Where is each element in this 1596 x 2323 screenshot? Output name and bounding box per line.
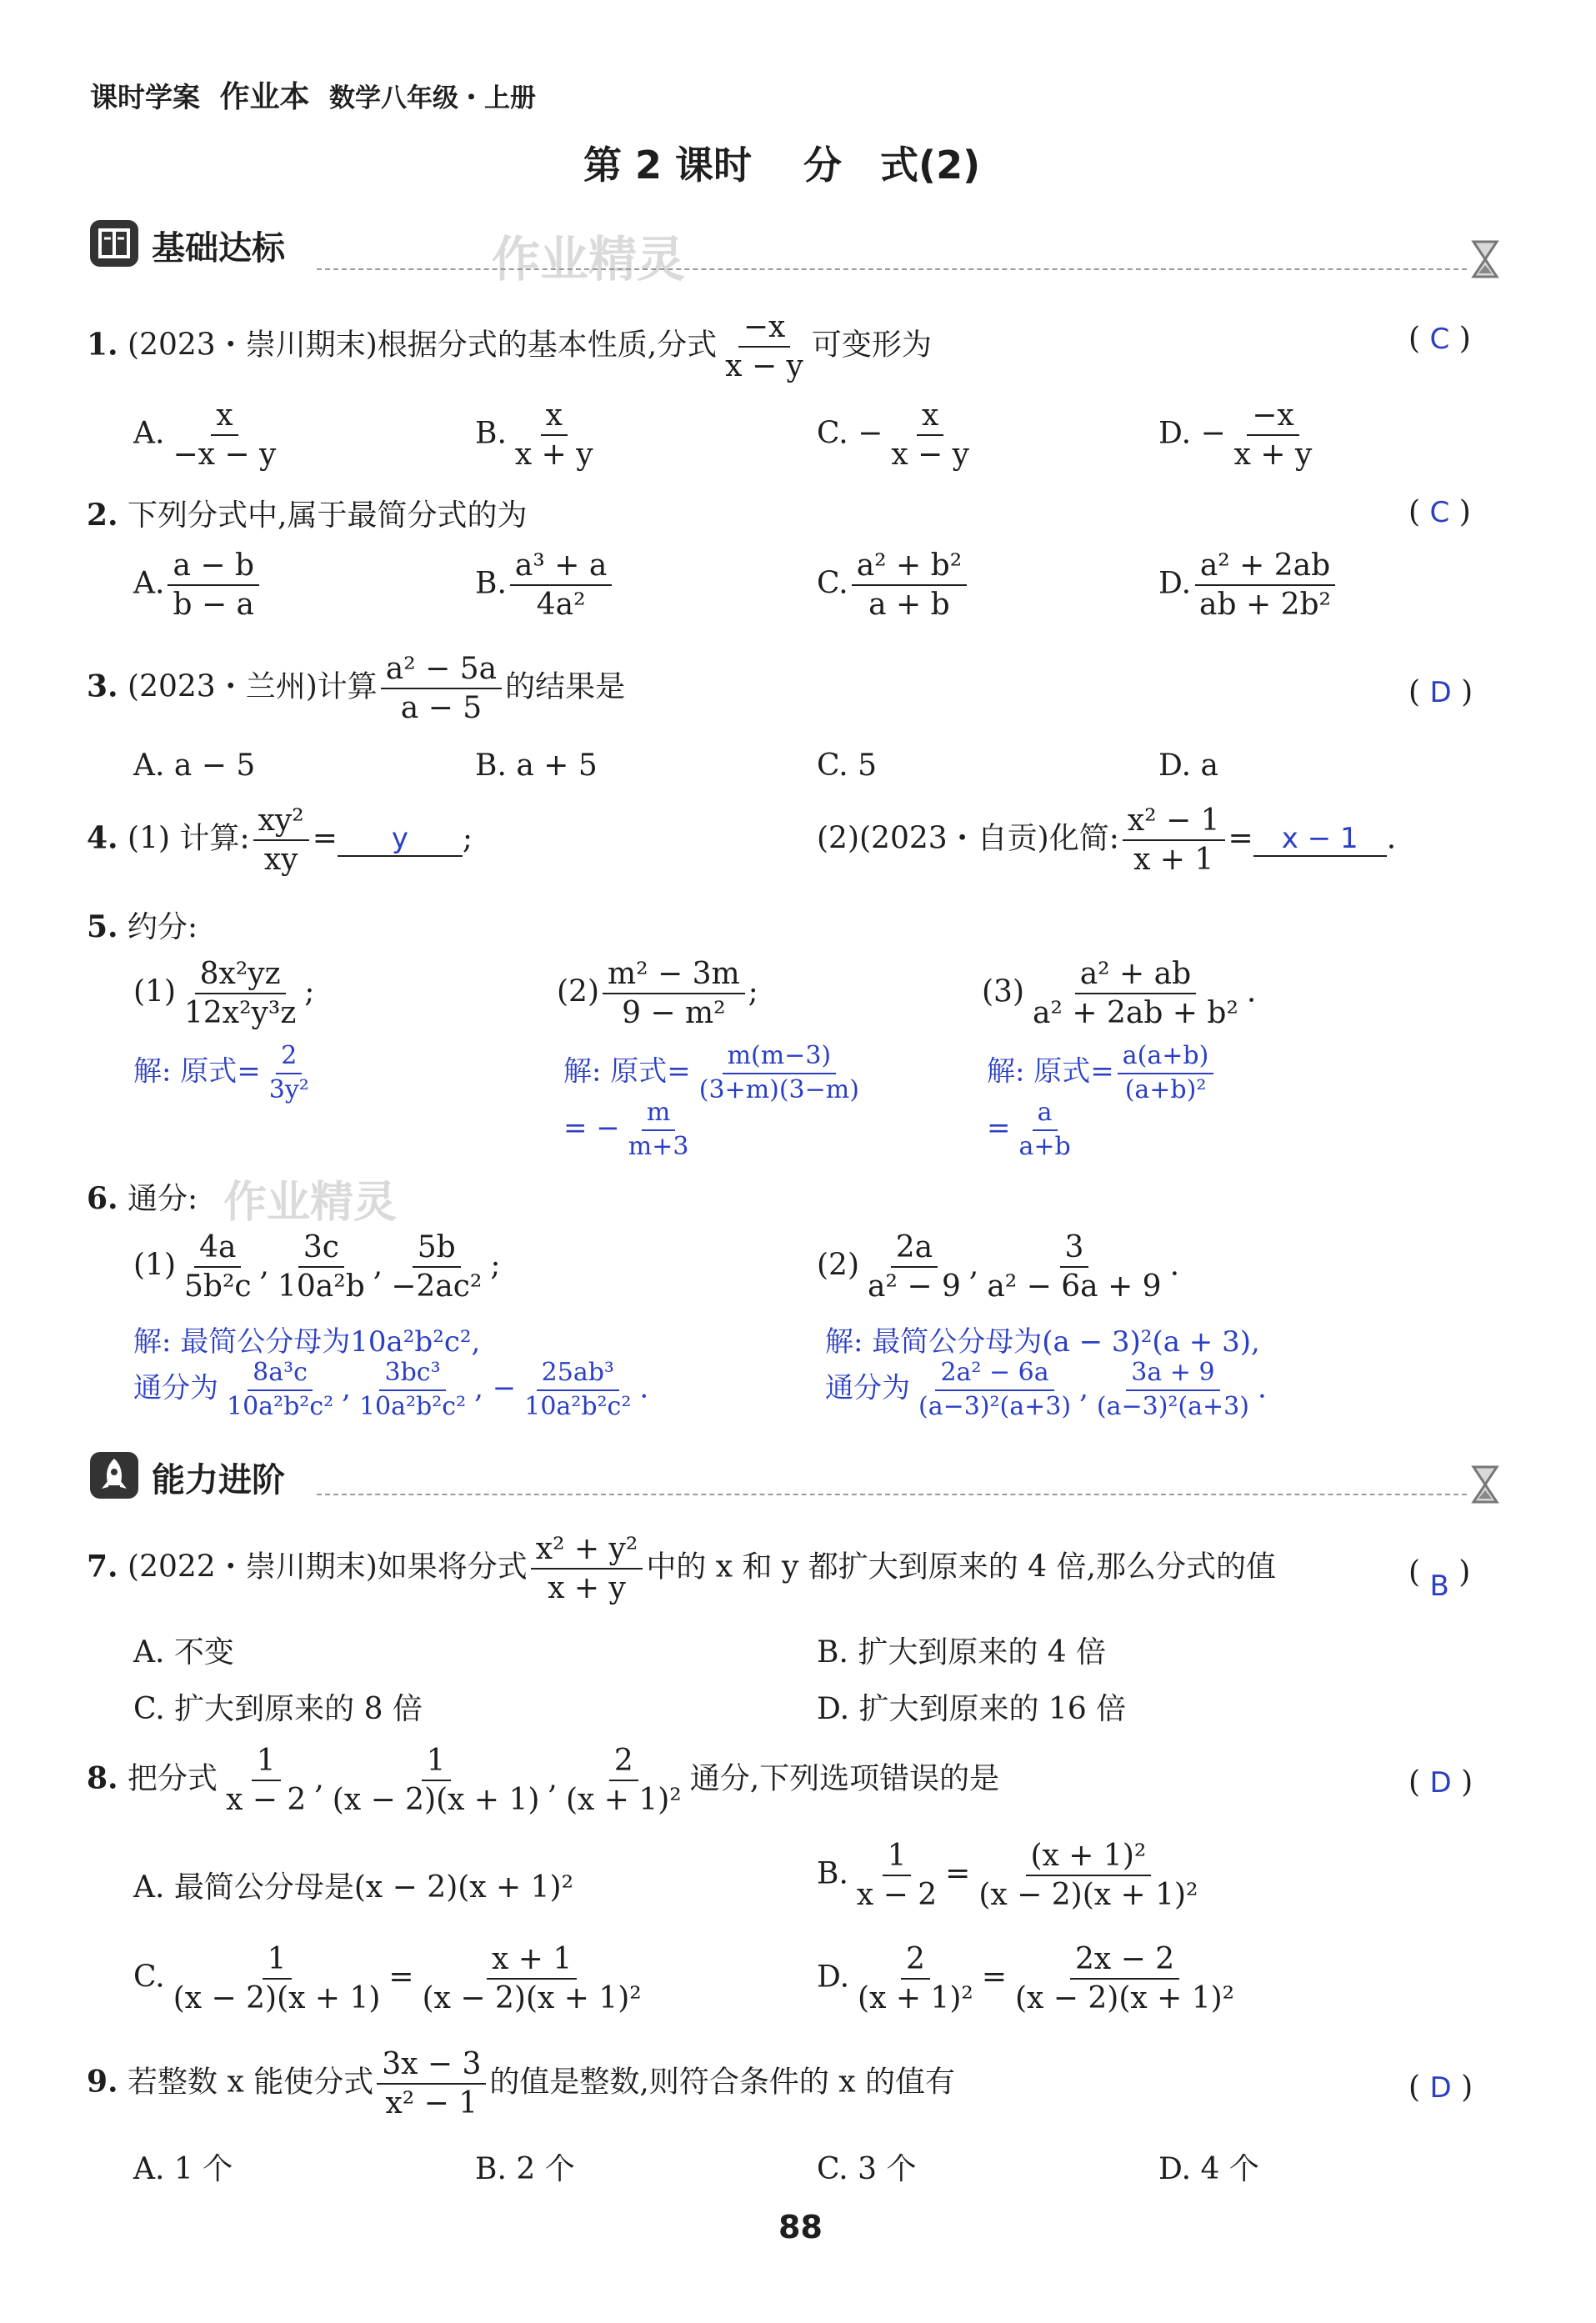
answer-bracket: ( D ) — [1408, 2070, 1473, 2105]
q6-part-1: (1) $\frac{4a}{\text{5b²c}}$ , $\frac{3c}{\text{10a²b}}$ , $\frac{5b}{\text{−2ac²}}$ ; — [133, 1230, 501, 1304]
answer: D — [1429, 1766, 1452, 1800]
question-text: 的结果是 — [505, 669, 626, 704]
question-text: 的值是整数,则符合条件的 x 的值有 — [489, 2065, 956, 2100]
option-a: A. $\frac{x}{-x - y}$ — [133, 398, 277, 473]
fraction: $\frac{\text{x² + y²}}{x + y}$ — [531, 1532, 643, 1606]
answer-bracket: ( C ) — [1408, 322, 1471, 356]
page-number: 88 — [778, 2209, 823, 2245]
q6-solution-2a: 解: 最简公分母为(a − 3)²(a + 3), — [825, 1325, 1260, 1359]
question-number: 4. — [87, 820, 118, 856]
option-b: B. a + 5 — [475, 748, 598, 783]
fraction: $\frac{\text{a² − 5a}}{a - 5}$ — [381, 652, 502, 726]
section-basic: 基础达标 — [152, 229, 285, 268]
answer-bracket: ( C ) — [1408, 495, 1471, 529]
question-2 — [87, 492, 528, 534]
q5-solution-3: 解: 原式= $\frac{a(a+b)}{\text{(a+b)²}}$ — [987, 1042, 1217, 1104]
option-b: B. 扩大到原来的 4 倍 — [817, 1635, 1107, 1670]
option-b: B. 2 个 — [475, 2152, 575, 2186]
option-d: D. 扩大到原来的 16 倍 — [817, 1692, 1127, 1726]
question-8: 8. 把分式 $\frac{1}{x - 2}$ , $\frac{1}{(x - 2)(x + 1)}$ , $\frac{2}{\text{(x + 1)²}}$ 通分,下列选项错误的是 — [87, 1744, 1000, 1818]
option-c: C. 5 — [817, 748, 878, 783]
option-a: A. 最简公分母是(x − 2)(x + 1)² — [133, 1870, 574, 1905]
watermark: 作业精灵 — [492, 231, 686, 288]
answer-bracket: ( B ) — [1408, 1555, 1471, 1603]
q6-solution-2b: 通分为 $\frac{\text{2a² − 6a}}{\text{(a−3)²(a+3)}}$ , $\frac{3a + 9}{\text{(a−3)²(a+3)}}$ . — [825, 1358, 1267, 1421]
question-number: 9. — [87, 2064, 118, 2100]
answer-bracket: ( D ) — [1408, 1765, 1473, 1800]
answer-blank — [1253, 821, 1387, 857]
option-a: A. 1 个 — [133, 2152, 233, 2186]
option-a: A. $\frac{a - b}{b - a}$ — [133, 548, 263, 623]
question-9 — [87, 2047, 955, 2121]
rocket-icon — [90, 1452, 138, 1499]
question-text: (2023・崇川期末)根据分式的基本性质,分式 — [128, 328, 718, 363]
q5-solution-2: 解: 原式= $\frac{m(m-3)}{(3+m)(3-m)}$ — [563, 1041, 859, 1104]
subject-label: 数学八年级・上册 — [329, 83, 537, 113]
question-4-part-2: (2)(2023・自贡)化简: $\frac{\text{x² − 1}}{x + 1}$ = x − 1 . — [817, 804, 1397, 878]
question-5 — [87, 904, 198, 946]
question-number: 1. — [87, 327, 118, 363]
question-number: 5. — [87, 909, 118, 944]
section-divider — [317, 1494, 1467, 1495]
answer: C — [1429, 496, 1450, 529]
question-4-part-1: 4. (1) 计算: $\frac{\text{xy²}}{xy}$ = y ; — [87, 804, 473, 878]
question-text: 中的 x 和 y 都扩大到原来的 4 倍,那么分式的值 — [646, 1550, 1276, 1585]
fraction: $\frac{-x}{x - y}$ — [725, 310, 803, 384]
answer-bracket: ( D ) — [1408, 675, 1473, 709]
option-c: C. 3 个 — [817, 2152, 917, 2186]
question-number: 6. — [87, 1181, 118, 1216]
q5-solution-3b: = $\frac{a}{a+b}$ — [987, 1098, 1071, 1161]
option-c: C. 扩大到原来的 8 倍 — [133, 1692, 423, 1726]
book-header — [90, 73, 536, 116]
question-7 — [87, 1532, 1276, 1606]
option-c: C. $\frac{1}{(x - 2)(x + 1)}$ = $\frac{x + 1}{\text{(x − 2)(x + 1)²}}$ — [133, 1942, 642, 2016]
fraction: $\frac{3x - 3}{\text{x² − 1}}$ — [377, 2047, 486, 2121]
answer: D — [1429, 676, 1452, 709]
lesson-title: 第 2 课时 分 式(2) — [583, 143, 981, 188]
option-b: B. $\frac{1}{x - 2}$ = $\frac{\text{(x + 1)²}}{\text{(x − 2)(x + 1)²}}$ — [817, 1839, 1198, 1913]
q5-part-3: (3) $\frac{\text{a² + ab}}{\text{a² + 2ab + b²}}$ . — [982, 957, 1257, 1031]
question-text: 下列分式中,属于最简分式的为 — [128, 498, 528, 533]
answer: y — [391, 822, 408, 856]
option-a: A. 不变 — [133, 1635, 234, 1670]
question-number: 7. — [87, 1549, 118, 1585]
q5-part-1: (1) $\frac{\text{8x²yz}}{\text{12x²y³z}}$ ; — [133, 957, 315, 1031]
option-d: D. 4 个 — [1158, 2152, 1259, 2186]
book-name: 作业本 — [219, 80, 310, 114]
option-a: A. a − 5 — [133, 748, 256, 783]
question-1 — [87, 310, 932, 384]
question-text: 可变形为 — [811, 328, 932, 363]
question-text: (2023・兰州)计算 — [128, 669, 378, 704]
q5-solution-2b: = − $\frac{m}{m+3}$ — [563, 1098, 689, 1161]
question-text: 若整数 x 能使分式 — [128, 2065, 374, 2100]
section-divider — [317, 268, 1467, 270]
question-number: 2. — [87, 498, 118, 533]
option-b: B. $\frac{x}{x + y}$ — [475, 398, 593, 473]
watermark: 作业精灵 — [223, 1178, 398, 1228]
hourglass-icon — [1468, 1464, 1502, 1513]
series-name: 课时学案 — [90, 81, 200, 113]
answer: x − 1 — [1281, 822, 1358, 856]
question-6 — [87, 1175, 198, 1218]
q6-part-2: (2) $\frac{2a}{\text{a² − 9}}$ , $\frac{3}{\text{a² − 6a + 9}}$ . — [817, 1230, 1180, 1304]
question-number: 8. — [87, 1760, 118, 1796]
answer: C — [1429, 323, 1450, 356]
question-text: (2022・崇川期末)如果将分式 — [128, 1550, 528, 1585]
q6-solution-1a: 解: 最简公分母为10a²b²c², — [133, 1325, 481, 1359]
hourglass-icon — [1468, 238, 1502, 288]
question-3 — [87, 652, 625, 726]
option-d: D. a — [1158, 748, 1218, 783]
option-c: C. $\frac{\text{a² + b²}}{a + b}$ — [817, 548, 970, 623]
answer-blank — [338, 821, 463, 857]
option-d: D. − $\frac{-x}{x + y}$ — [1158, 398, 1313, 473]
q5-part-2: (2) $\frac{\text{m² − 3m}}{\text{9 − m²}}$ ; — [557, 957, 758, 1031]
option-c: C. − $\frac{x}{x - y}$ — [817, 398, 970, 473]
question-number: 3. — [87, 668, 118, 704]
answer: D — [1429, 2071, 1452, 2105]
q5-solution-1: 解: 原式= $\frac{2}{\text{3y²}}$ — [133, 1041, 309, 1104]
option-d: D. $\frac{\text{a² + 2ab}}{\text{ab + 2b²}}$ — [1158, 548, 1339, 623]
section-advanced: 能力进阶 — [152, 1461, 285, 1499]
answer: B — [1429, 1570, 1449, 1603]
q6-solution-1b: 通分为 $\frac{\text{8a³c}}{\text{10a²b²c²}}$ , $\frac{\text{3bc³}}{\text{10a²b²c²}}$ , − $\frac{\text{25ab³}}{\text{10a²b²c²}}$ . — [133, 1358, 649, 1421]
question-text: 通分: — [128, 1182, 198, 1216]
option-d: D. $\frac{2}{\text{(x + 1)²}}$ = $\frac{2x - 2}{\text{(x − 2)(x + 1)²}}$ — [817, 1942, 1235, 2016]
question-text: 约分: — [128, 910, 198, 944]
option-b: B. $\frac{\text{a³ + a}}{\text{4a²}}$ — [475, 548, 615, 623]
book-icon — [90, 220, 138, 267]
